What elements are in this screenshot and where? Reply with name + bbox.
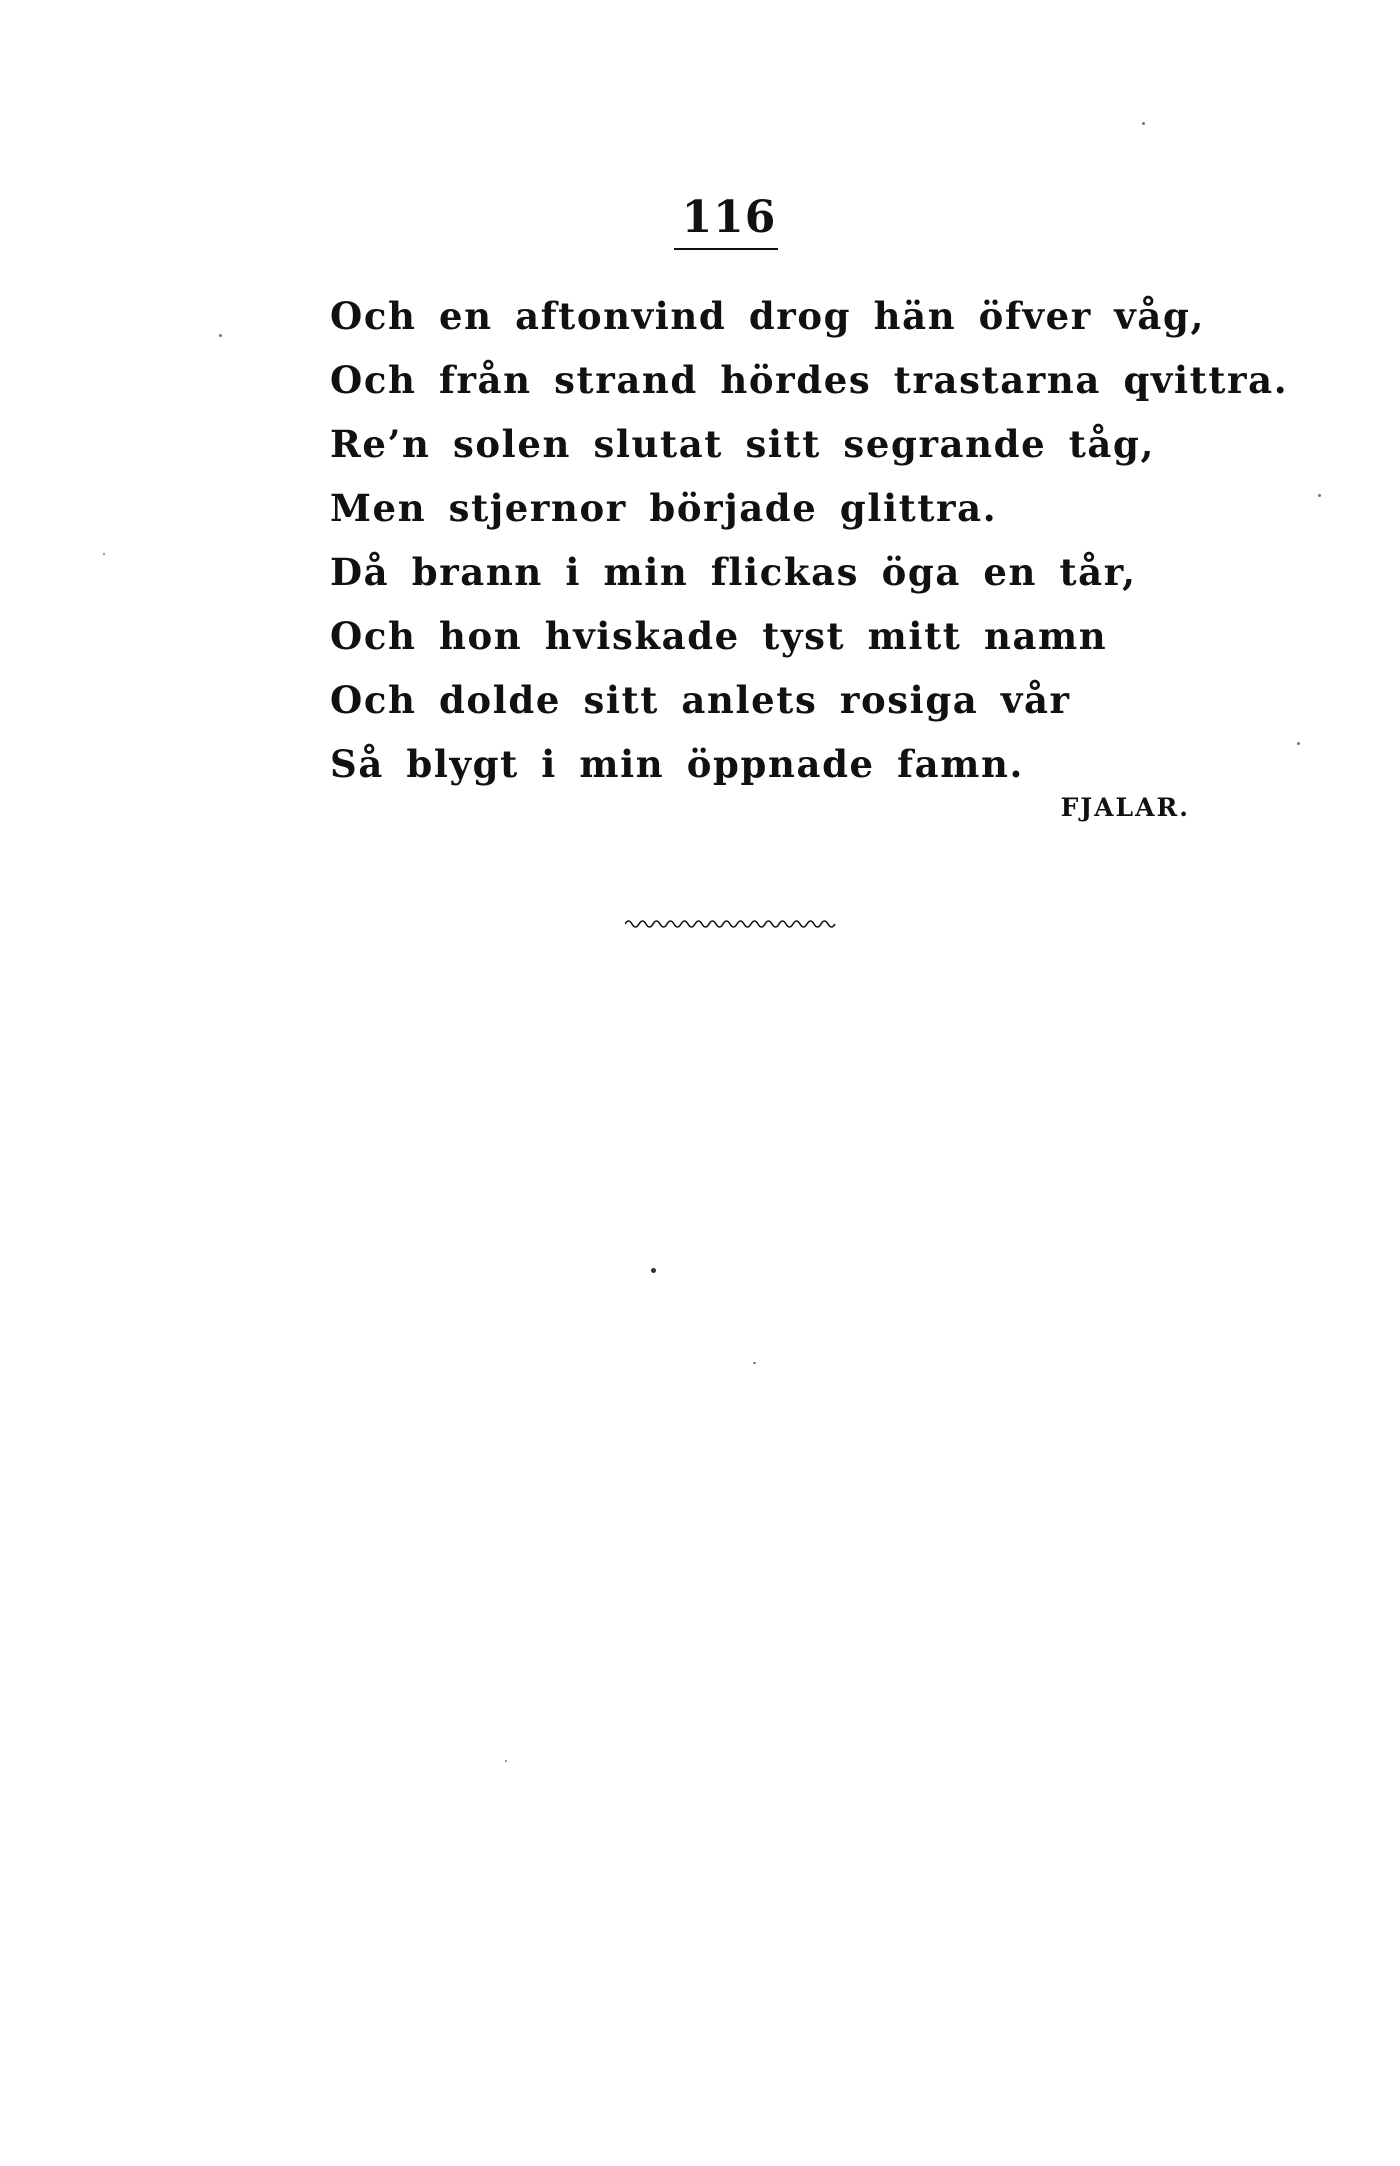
scan-speck	[1297, 742, 1300, 745]
scan-speck	[219, 334, 222, 337]
poem	[330, 284, 1289, 796]
scan-speck	[1142, 122, 1145, 125]
poem-line: Och dolde sitt anlets rosiga vår	[330, 678, 1071, 722]
scan-speck	[651, 1268, 656, 1273]
wavy-rule-path	[625, 921, 835, 927]
author-signature: FJALAR.	[1060, 793, 1190, 822]
scan-speck	[753, 1362, 756, 1364]
poem-line: Så blygt i min öppnade famn.	[330, 742, 1024, 786]
poem-line: Och en aftonvind drog hän öfver våg,	[330, 294, 1205, 338]
poem-line: Och hon hviskade tyst mitt namn	[330, 614, 1108, 658]
scan-speck	[1318, 494, 1321, 497]
poem-line: Och från strand hördes trastarna qvittra.	[330, 358, 1289, 402]
ornamental-wavy-rule	[625, 916, 840, 932]
poem-line: Re’n solen slutat sitt segrande tåg,	[330, 422, 1155, 466]
poem-line: Men stjernor började glittra.	[330, 486, 998, 530]
page-number-underline	[674, 248, 778, 250]
page-number: 116	[681, 192, 777, 243]
poem-line: Då brann i min flickas öga en tår,	[330, 550, 1137, 594]
scan-speck	[505, 1760, 507, 1762]
scan-speck	[103, 553, 105, 555]
